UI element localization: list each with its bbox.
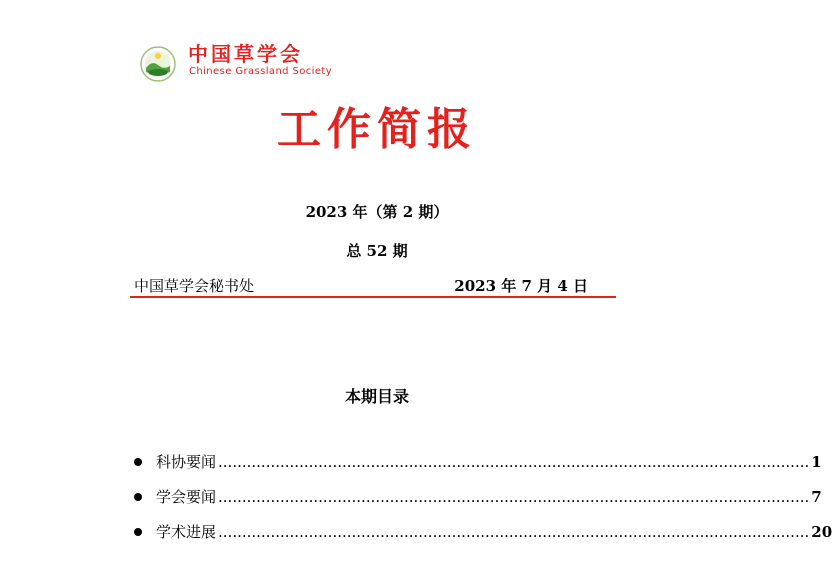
bulletin-title: 工作简报 xyxy=(277,104,477,155)
toc-list xyxy=(134,451,832,556)
bullet-icon xyxy=(134,528,142,536)
toc-leader-dots: ............................................................................................................................ xyxy=(218,523,810,541)
toc-item-page: 1 xyxy=(811,453,822,471)
issue-number: 2023 年（第 2 期） xyxy=(305,203,449,221)
toc-item-page: 7 xyxy=(811,488,822,506)
toc-item-label: 科协要闻 xyxy=(156,453,217,471)
toc-leader-dots: ............................................................................................................................ xyxy=(218,488,810,506)
bullet-icon xyxy=(134,493,142,501)
total-issue-number: 总 52 期 xyxy=(346,242,408,260)
toc-item[interactable] xyxy=(134,521,832,556)
toc-item[interactable] xyxy=(134,486,822,521)
toc-item-label: 学术进展 xyxy=(156,523,217,541)
toc-item[interactable] xyxy=(134,451,822,486)
toc-item-label: 学会要闻 xyxy=(156,488,217,506)
publisher-name: 中国草学会秘书处 xyxy=(134,277,255,295)
grassland-society-logo-icon xyxy=(140,46,176,82)
bullet-icon xyxy=(134,458,142,466)
org-name-en: Chinese Grassland Society xyxy=(189,66,333,77)
publication-date: 2023 年 7 月 4 日 xyxy=(454,277,588,295)
toc-item-page: 20 xyxy=(811,523,832,541)
org-name-cn: 中国草学会 xyxy=(188,42,303,66)
red-divider xyxy=(130,296,616,298)
toc-title: 本期目录 xyxy=(344,387,409,406)
toc-leader-dots: ............................................................................................................................ xyxy=(218,453,810,471)
